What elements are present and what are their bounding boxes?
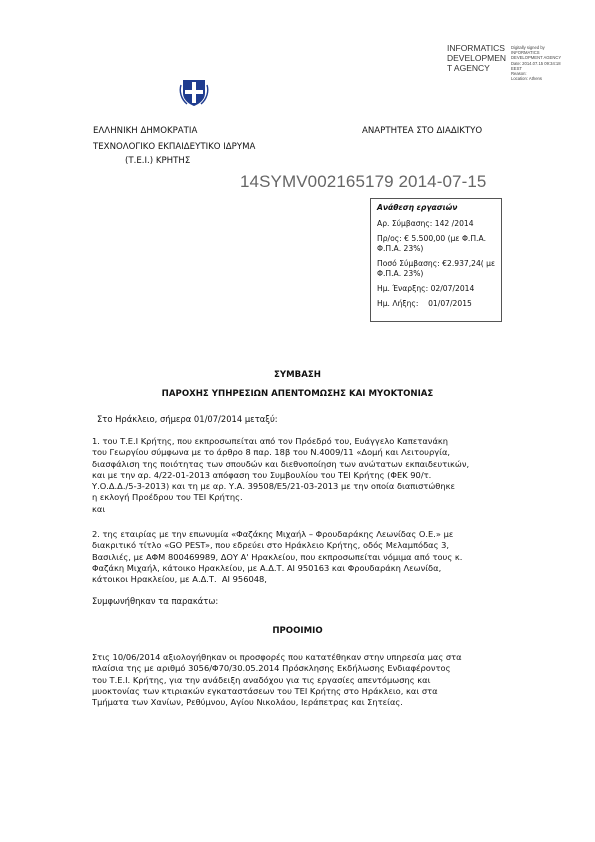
start-date: Ημ. Έναρξης: 02/07/2014 <box>377 284 475 293</box>
paragraph-line: του Γεωργίου σύμφωνα με το άρθρο 8 παρ. 18β του Ν.4009/11 «Δομή και Λειτουργία, <box>92 447 451 458</box>
info-box-title: Ανάθεση εργασιών <box>377 203 458 212</box>
signature-name <box>447 43 513 73</box>
preamble-paragraph <box>92 652 501 708</box>
contract-info-box <box>370 198 502 322</box>
signature-name-line: INFORMATICS <box>447 43 505 53</box>
signature-detail-line: Reason: <box>511 71 527 77</box>
paragraph-line: του Τ.Ε.Ι. Κρήτης, για την ανάδειξη αναδόχου για τις εργασίες απεντόμωσης και <box>92 674 431 685</box>
paragraph-line: 2. της εταιρίας με την επωνυμία «Φαζάκης Μιχαήλ – Φρουδαράκης Λεωνίδας Ο.Ε.» με <box>92 529 454 539</box>
contract-title: ΣΥΜΒΑΣΗ <box>274 370 321 380</box>
contract-subject: ΠΑΡΟΧΗΣ ΥΠΗΡΕΣΙΩΝ ΑΠΕΝΤΟΜΩΣΗΣ ΚΑΙ ΜΥΟΚΤΟΝΙΑΣ <box>161 389 434 399</box>
paragraph-line: Στις 10/06/2014 αξιολογήθηκαν οι προσφορές που κατατέθηκαν στην υπηρεσία μας στα <box>92 652 462 662</box>
contract-number: Αρ. Σύμβασης: 142 /2014 <box>377 219 474 228</box>
institution-name: ΤΕΧΝΟΛΟΓΙΚΟ ΕΚΠΑΙΔΕΥΤΙΚΟ ΙΔΡΥΜΑ <box>93 142 256 152</box>
signature-name-line: T AGENCY <box>447 63 490 73</box>
conjunction: και <box>92 503 106 514</box>
paragraph-line: η εκλογή Προέδρου του ΤΕΙ Κρήτης. <box>92 492 243 503</box>
greek-coat-of-arms-icon <box>179 77 209 107</box>
institution-abbr: (Τ.Ε.Ι.) ΚΡΗΤΗΣ <box>125 156 191 166</box>
paragraph-line: Φαζάκη Μιχαήλ, κάτοικο Ηρακλείου, με Α.Δ.Τ. ΑΙ 950163 και Φρουδαράκη Λεωνίδα, <box>92 562 442 573</box>
paragraph-line: κάτοικοι Ηρακλείου, με Α.Δ.Τ. ΑΙ 956048, <box>92 574 267 585</box>
paragraph-line: Τμήματα των Χανίων, Ρεθύμνου, Αγίου Νικολάου, Ιεράπετρας και Σητείας. <box>92 697 403 708</box>
signature-detail-line: EEST <box>511 65 522 71</box>
paragraph-line: και με την αρ. 4/22-01-2013 απόφαση του Συμβουλίου του ΤΕΙ Κρήτης (ΦΕΚ 90/τ. <box>92 469 432 480</box>
party-one-paragraph <box>92 436 501 515</box>
paragraph-line: διασφάλιση της ποιότητας των σπουδών και διεθνοποίηση των ανώτατων εκπαιδευτικών, <box>92 458 470 469</box>
budget: Πρ/ος: € 5.500,00 (με Φ.Π.Α. Φ.Π.Α. 23%) <box>377 234 487 253</box>
signature-detail-line: Location: Athens <box>511 76 542 82</box>
signature-detail-line: INFORMATICS <box>511 50 540 56</box>
preamble-title: ΠΡΟΟΙΜΙΟ <box>272 626 323 636</box>
end-date: Ημ. Λήξης: 01/07/2015 <box>377 299 472 308</box>
paragraph-line: διακριτικό τίτλο «GO PEST», που εδρεύει στο Ηράκλειο Κρήτης, οδός Μελαμπόδας 3, <box>92 540 450 551</box>
paragraph-line: Βασιλιές, με ΑΦΜ 800469989, ΔΟΥ Α' Ηρακλείου, που εκπροσωπείται νόμιμα από τους κ. <box>92 551 463 562</box>
signature-detail-line: DEVELOPMENT AGENCY <box>511 55 562 61</box>
republic-label: ΕΛΛΗΝΙΚΗ ΔΗΜΟΚΡΑΤΙΑ <box>93 126 198 136</box>
signature-detail-line: Date: 2014.07.15 09:34:18 <box>511 60 561 66</box>
paragraph-line: Υ.Ο.Δ.Δ./5-3-2013) και τη με αρ. Υ.Α. 39508/Ε5/21-03-2013 με την οποία διαπιστώθηκε <box>92 481 456 492</box>
contract-amount: Ποσό Σύμβασης: €2.937,24( με Φ.Π.Α. 23%) <box>377 259 496 278</box>
paragraph-line: μυοκτονίας των κτιριακών εγκαταστάσεων του ΤΕΙ Κρήτης στο Ηράκλειο, και στα <box>92 685 438 696</box>
paragraph-line: 1. του Τ.Ε.Ι Κρήτης, που εκπροσωπείται από τον Πρόεδρό του, Ευάγγελο Καπετανάκη <box>92 436 449 446</box>
party-two-paragraph <box>92 529 501 585</box>
signature-details <box>511 45 591 81</box>
paragraph-line: πλαίσια της με αριθμό 3056/Φ70/30.05.2014 Πρόσκλησης Εκδήλωσης Ενδιαφέροντος <box>92 663 451 674</box>
agreed-line: Συμφωνήθηκαν τα παρακάτω: <box>92 596 219 606</box>
signature-detail-line: Digitally signed by <box>511 45 545 50</box>
internet-posting-note: ΑΝΑΡΤΗΤΕΑ ΣΤΟ ΔΙΑΔΙΚΤΥΟ <box>362 126 483 136</box>
intro-line: Στο Ηράκλειο, σήμερα 01/07/2014 μεταξύ: <box>97 414 278 424</box>
signature-name-line: DEVELOPMEN <box>447 53 507 63</box>
ada-code: 14SYMV002165179 2014-07-15 <box>240 172 487 191</box>
